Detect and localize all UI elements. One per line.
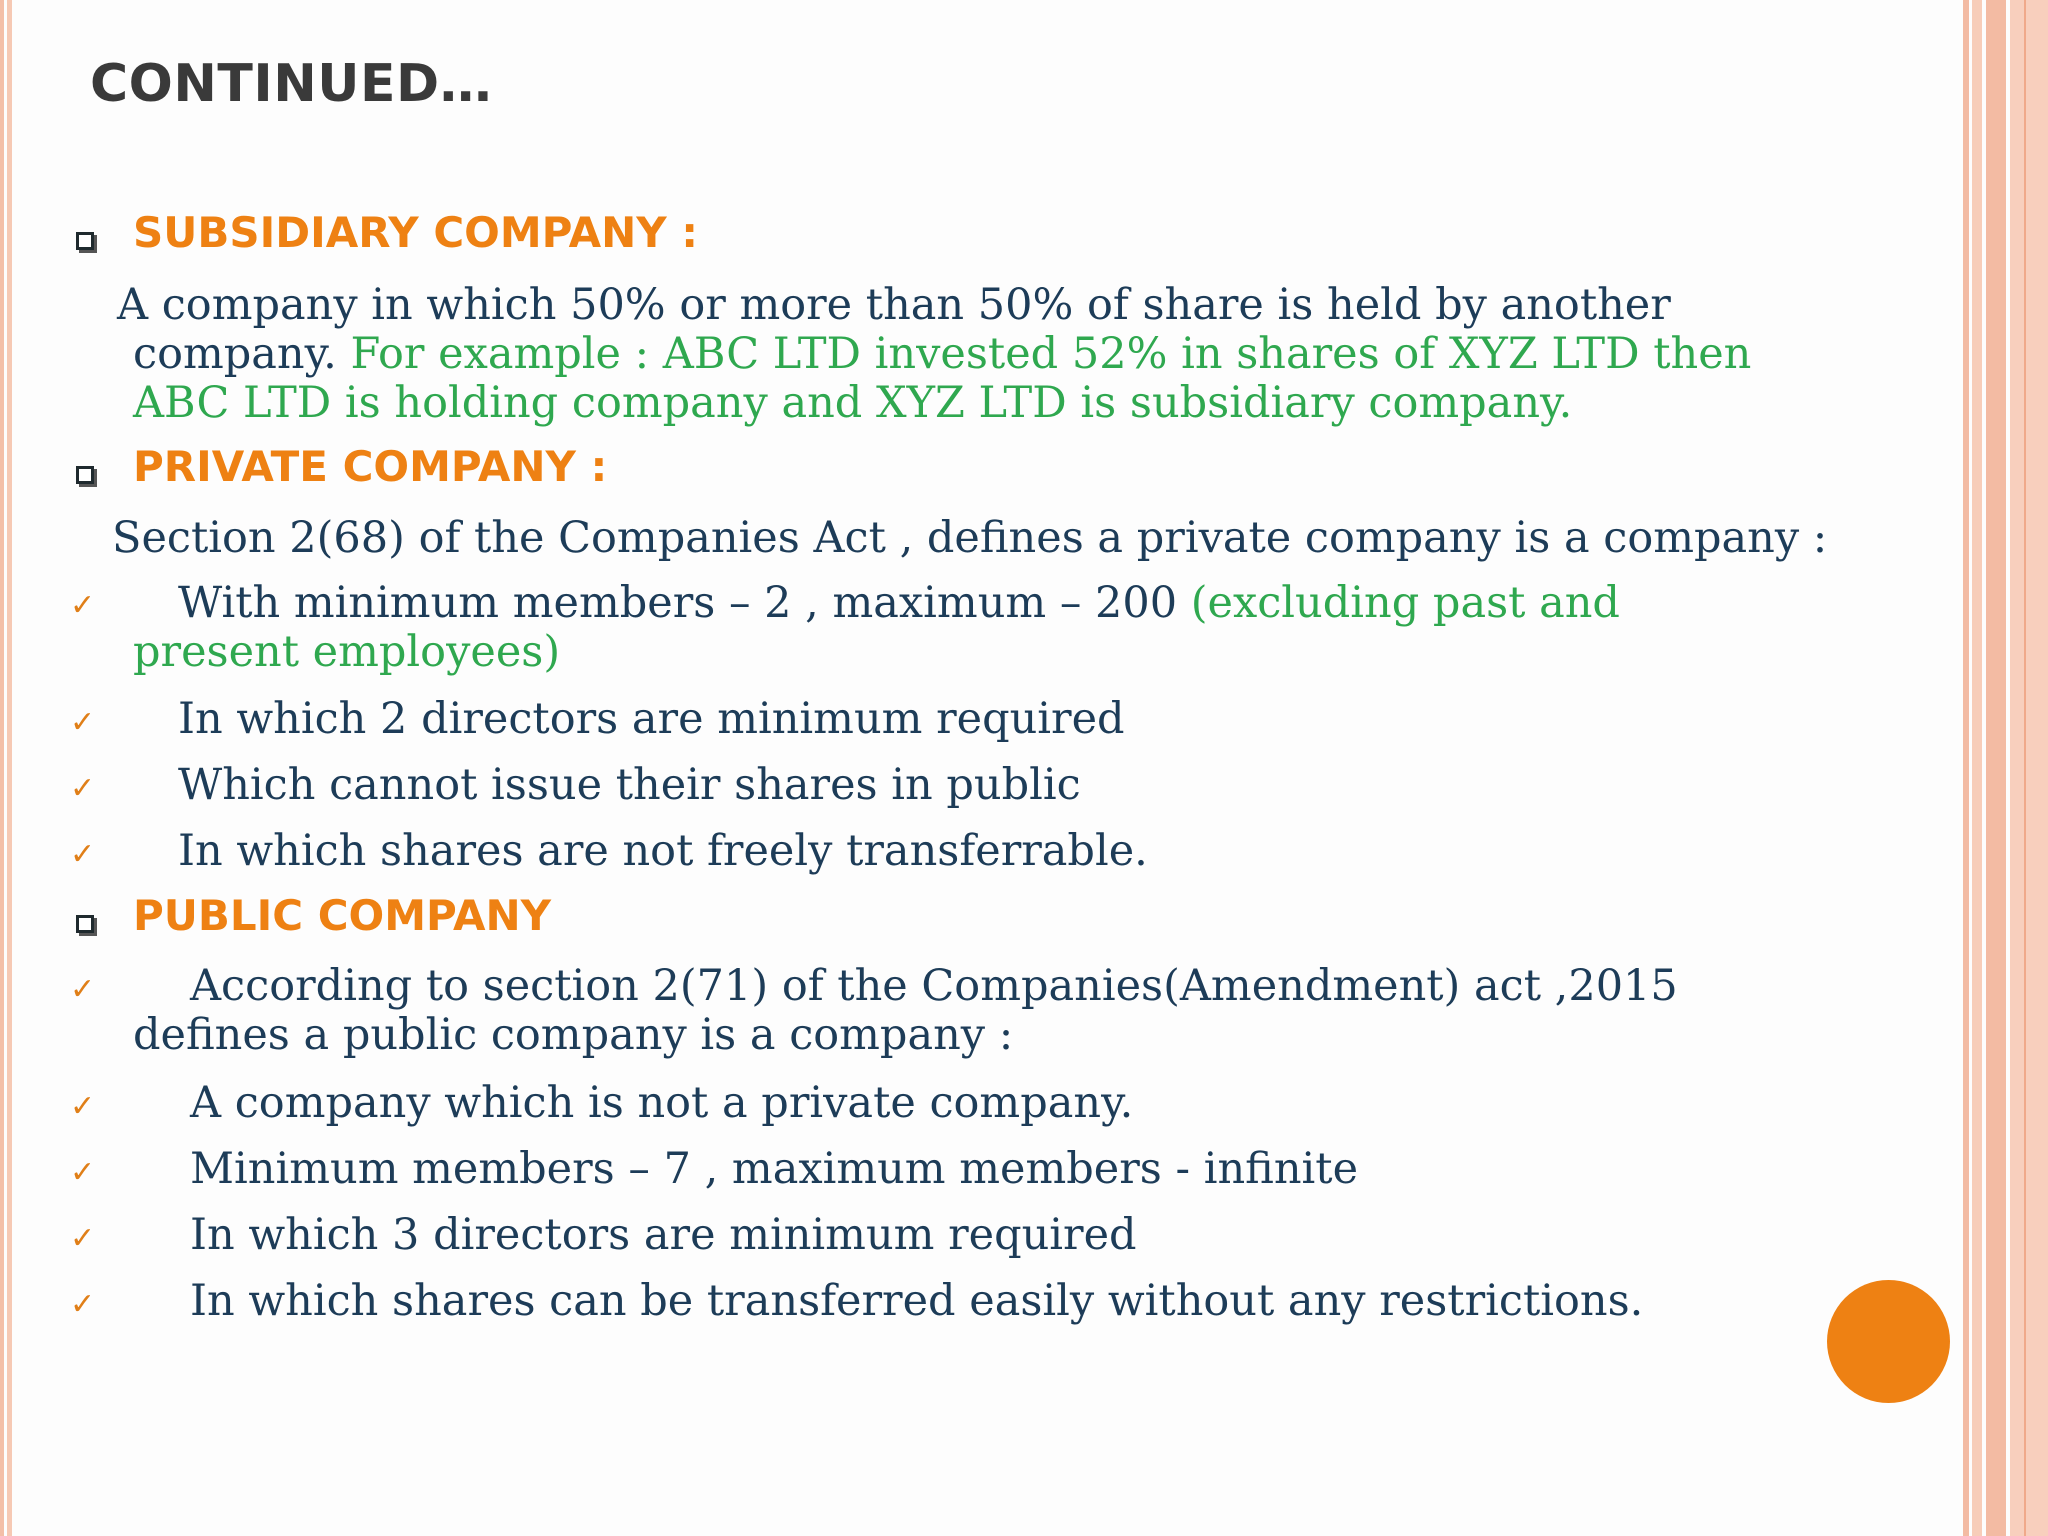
private-item-4: In which shares are not freely transferrable. xyxy=(178,826,1148,876)
checkmark-icon: ✓ xyxy=(70,1089,96,1124)
checkmark-icon: ✓ xyxy=(70,588,96,623)
private-item-2: In which 2 directors are minimum required xyxy=(178,694,1125,744)
private-item-3: Which cannot issue their shares in public xyxy=(178,760,1081,810)
right-decor-stripe xyxy=(1972,0,1982,1536)
checkmark-icon: ✓ xyxy=(70,972,96,1007)
heading-subsidiary-company: SUBSIDIARY COMPANY : xyxy=(133,208,699,257)
right-decor-stripe xyxy=(1963,0,1969,1536)
public-item-4: In which 3 directors are minimum required xyxy=(190,1210,1137,1260)
public-item-3: Minimum members – 7 , maximum members - infinite xyxy=(190,1144,1359,1194)
private-item-1-note-cont: present employees) xyxy=(133,627,561,677)
private-intro: Section 2(68) of the Companies Act , defines a private company is a company : xyxy=(112,513,1828,563)
checkmark-icon: ✓ xyxy=(70,1155,96,1190)
subsidiary-example-line-2: ABC LTD is holding company and XYZ LTD is subsidiary company. xyxy=(133,378,1573,428)
checkmark-icon: ✓ xyxy=(70,837,96,872)
slide-title: CONTINUED… xyxy=(90,54,493,114)
checkmark-icon: ✓ xyxy=(70,1221,96,1256)
left-decor-stripe xyxy=(7,0,12,1536)
checkmark-icon: ✓ xyxy=(70,705,96,740)
checkmark-icon: ✓ xyxy=(70,771,96,806)
right-decor-stripe xyxy=(1986,0,2006,1536)
right-decor-stripe xyxy=(2010,0,2048,1536)
private-item-1-text: With minimum members – 2 , maximum – 200 xyxy=(178,578,1191,628)
heading-public-company: PUBLIC COMPANY xyxy=(133,891,552,940)
heading-private-company: PRIVATE COMPANY : xyxy=(133,442,608,491)
orange-circle-decoration xyxy=(1827,1280,1950,1403)
square-bullet-icon xyxy=(76,466,94,484)
public-item-1-cont: defines a public company is a company : xyxy=(133,1010,1014,1060)
public-item-1: According to section 2(71) of the Companies(Amendment) act ,2015 xyxy=(190,961,1678,1011)
private-item-1 xyxy=(178,578,1620,628)
subsidiary-definition-line-1: A company in which 50% or more than 50% of share is held by another xyxy=(117,280,1671,330)
checkmark-icon: ✓ xyxy=(70,1287,96,1322)
right-decor-line xyxy=(2024,0,2026,1536)
public-item-2: A company which is not a private company. xyxy=(190,1078,1134,1128)
private-item-1-note: (excluding past and xyxy=(1190,578,1620,628)
subsidiary-definition-line-2 xyxy=(133,329,1751,379)
left-decor-stripe xyxy=(0,0,4,1536)
subsidiary-example-text: For example : ABC LTD invested 52% in shares of XYZ LTD then xyxy=(350,329,1752,379)
square-bullet-icon xyxy=(76,232,94,250)
public-item-5: In which shares can be transferred easily without any restrictions. xyxy=(190,1276,1644,1326)
square-bullet-icon xyxy=(76,915,94,933)
subsidiary-definition-text: company. xyxy=(133,329,351,379)
